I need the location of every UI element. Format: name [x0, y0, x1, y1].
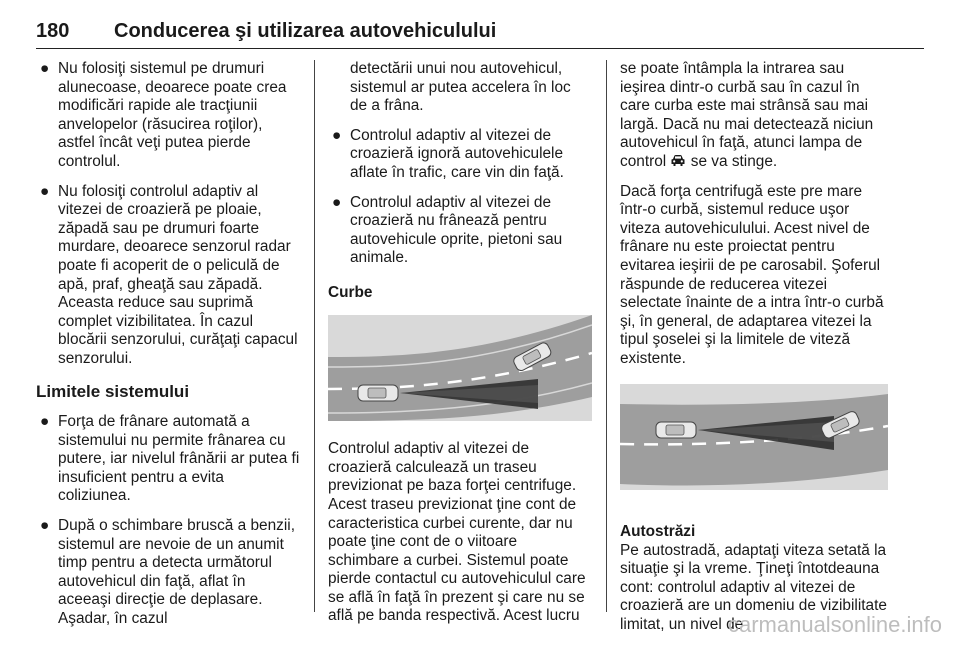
car-front-icon: [670, 154, 686, 168]
car-icon: [358, 385, 398, 401]
page-number: 180: [36, 20, 70, 42]
curves-paragraph: Controlul adaptiv al vitezei de croazieră calculează un traseu previzionat pe baza forţei centrifuge. Acest traseu previzionat ţine cont de caracteristica curbei curente, dar nu poate ţine cont de o viitoare schimbare a curbei. Sistemul poate pierde contactul cu autovehiculul care se află în faţă în prezent şi care nu se află pe banda respectivă. Acest lucru: [328, 440, 586, 625]
list-item: ● Forţa de frânare automată a sistemului nu permite frânarea cu putere, iar nivelul frânării ar putea fi insuficient pentru a evita coliziunea.: [40, 413, 300, 505]
list-item: ● Controlul adaptiv al vitezei de croazieră ignoră autovehiculele aflate în trafic, care vin din faţă.: [332, 126, 564, 181]
list-item: ● După o schimbare bruscă a benzii, sistemul are nevoie de un anumit timp pentru a detecta următorul autovehicul din faţă, aflat în aceeaşi direcţie de deplasare. Aşadar, în cazul: [40, 517, 295, 628]
list-item: ● Controlul adaptiv al vitezei de croazieră nu frânează pentru autovehicule oprite, pietoni sau animale.: [332, 193, 563, 267]
section-title: Limitele sistemului: [36, 381, 190, 401]
page-header: [36, 16, 924, 49]
subsection-title: Autostrăzi: [620, 523, 696, 541]
curve-paragraph: se poate întâmpla la intrarea sau ieşirea dintr-o curbă sau în cazul în care curba este mai strânsă sau mai largă. Dacă nu mai detectează niciun autovehicul în faţă, atunci lampa de control se va stinge.: [620, 60, 874, 170]
car-icon: [656, 422, 696, 438]
watermark: carmanualsonline.info: [727, 612, 942, 637]
subsection-title: Curbe: [328, 283, 373, 301]
column-2: [328, 60, 592, 637]
list-item: ● Nu folosiţi controlul adaptiv al vitezei de croazieră pe ploaie, zăpadă sau pe drumuri foarte murdare, deoarece senzorul radar poate fi acoperit de o peliculă de apă, praf, gheaţă sau zăpadă. Aceasta reduce sau suprimă complet vizibilitatea. În cazul blocării senzorului, curăţaţi capacul senzorului.: [40, 182, 298, 367]
list-item-continuation: detectării unui nou autovehicul, sistemul ar putea accelera în loc de a frâna.: [350, 60, 571, 115]
curve-illustration: [328, 315, 592, 421]
column-divider: [606, 60, 607, 612]
highway-paragraph: Pe autostradă, adaptaţi viteza setată la situaţie şi la vreme. Ţineţi întotdeauna cont: controlul adaptiv al vitezei de croazieră are un domeniu de vizibilitate limitat, un nivel de: [620, 541, 887, 634]
column-3: [620, 60, 888, 646]
centrifugal-paragraph: Dacă forţa centrifugă este pre mare într-o curbă, sistemul reduce uşor viteza autovehiculului. Acest nivel de frânare nu este proiectat pentru evitarea ieşirii de pe carosabil. Şoferul răspunde de reducerea vitezei selectate înainte de a intra într-o curbă şi, în general, de adaptarea vitezei la tipul şoselei şi la limitele de viteză existente.: [620, 182, 884, 367]
column-1: [36, 60, 300, 640]
column-divider: [314, 60, 315, 612]
chapter-title: Conducerea şi utilizarea autovehiculului: [114, 20, 497, 42]
list-item: ● Nu folosiţi sistemul pe drumuri alunecoase, deoarece poate crea modificări rapide ale tracţiunii anvelopelor (răsucirea roţilor), astfel încât veţi putea pierde controlul.: [40, 60, 287, 170]
highway-illustration: [620, 384, 888, 490]
